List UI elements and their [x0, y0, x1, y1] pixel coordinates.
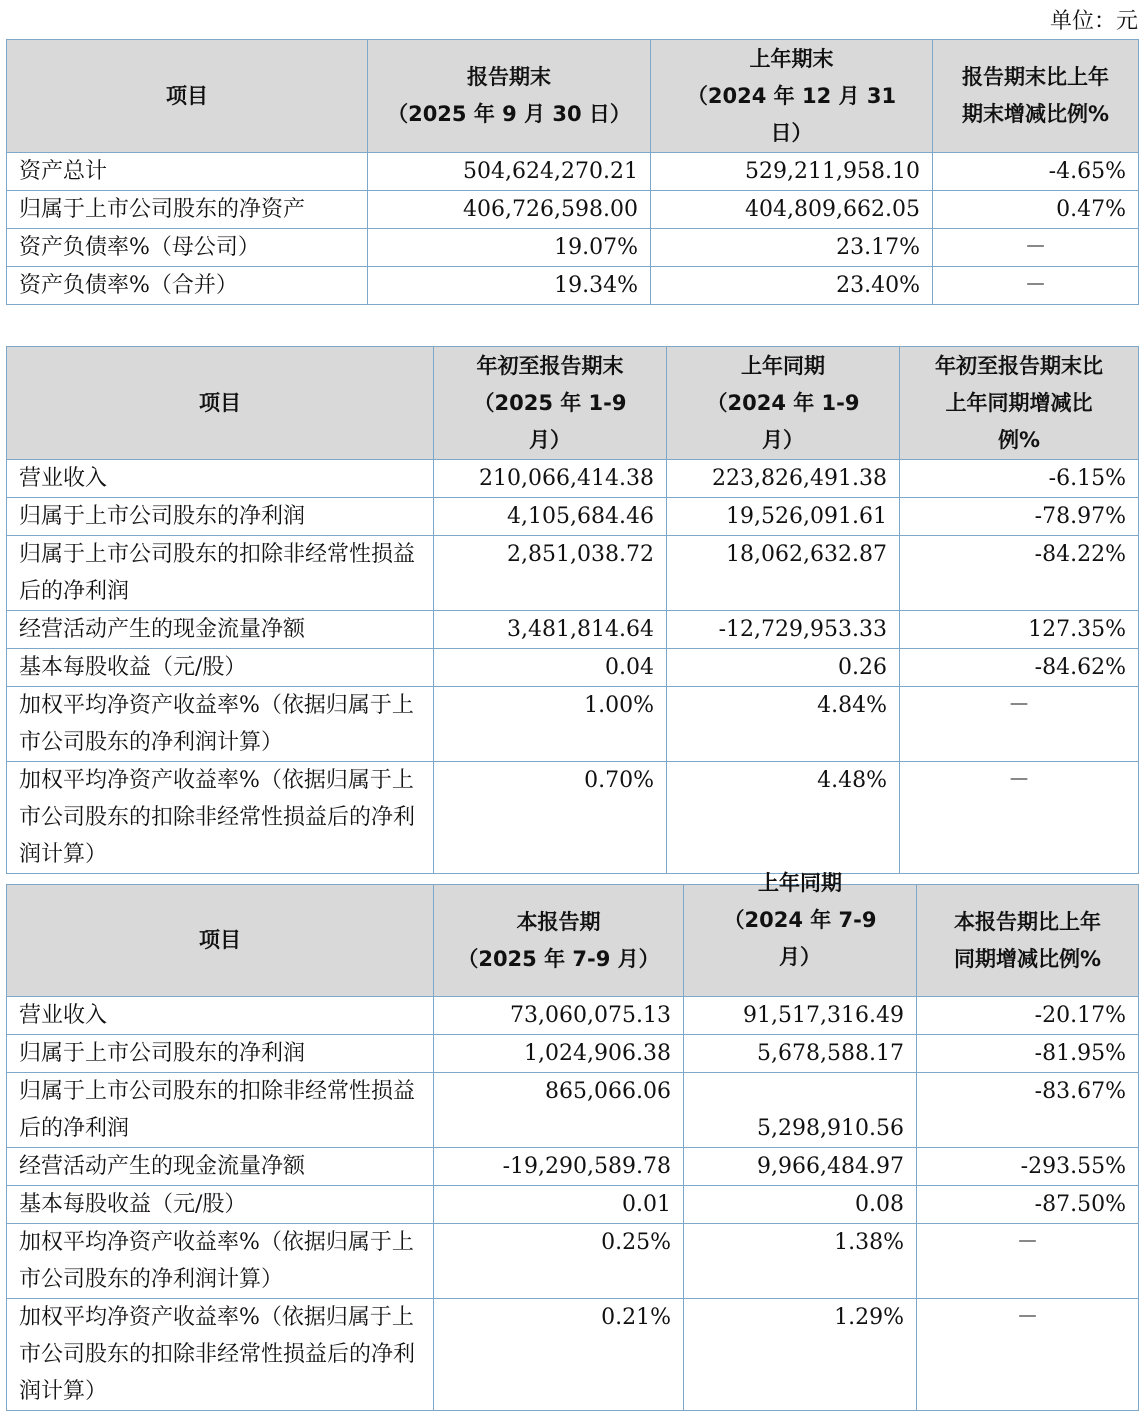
quarter-income-table [6, 871, 1139, 1411]
ytd-income-table [6, 346, 1139, 874]
cell-value: 529,211,958.10 [651, 153, 933, 191]
cell-value: 5,298,910.56 [684, 1073, 917, 1148]
row-label: 资产总计 [7, 153, 368, 191]
cell-value: 23.17% [651, 229, 933, 267]
cell-value: 73,060,075.13 [434, 997, 684, 1035]
cell-change: -84.22% [900, 536, 1139, 611]
table-row [7, 267, 1139, 305]
cell-value: 4.48% [667, 762, 900, 874]
header-item: 项目 [7, 885, 434, 997]
cell-value: 18,062,632.87 [667, 536, 900, 611]
table-row [7, 611, 1139, 649]
header-prior-ytd: 上年同期 （2024 年 1-9 月） [667, 347, 900, 460]
table-header-row [7, 347, 1139, 460]
row-label: 归属于上市公司股东的净资产 [7, 191, 368, 229]
header-item: 项目 [7, 40, 368, 153]
table-header-row [7, 40, 1139, 153]
row-label: 资产负债率%（合并） [7, 267, 368, 305]
cell-change: -20.17% [917, 997, 1139, 1035]
cell-value: 1.29% [684, 1299, 917, 1411]
cell-change: － [900, 762, 1139, 874]
cell-value: -12,729,953.33 [667, 611, 900, 649]
cell-value: 4.84% [667, 687, 900, 762]
cell-value: 5,678,588.17 [684, 1035, 917, 1073]
table-row [7, 1073, 1139, 1148]
cell-value: 1,024,906.38 [434, 1035, 684, 1073]
row-label: 加权平均净资产收益率%（依据归属于上市公司股东的净利润计算） [7, 687, 434, 762]
table-row [7, 1299, 1139, 1411]
table-row [7, 997, 1139, 1035]
cell-value: 19,526,091.61 [667, 498, 900, 536]
cell-value: 210,066,414.38 [434, 460, 667, 498]
cell-change: -78.97% [900, 498, 1139, 536]
row-label: 归属于上市公司股东的净利润 [7, 498, 434, 536]
table-row [7, 762, 1139, 874]
header-current-quarter: 本报告期 （2025 年 7-9 月） [434, 885, 684, 997]
unit-label: 单位：元 [1049, 9, 1138, 34]
row-label: 基本每股收益（元/股） [7, 649, 434, 687]
row-label: 经营活动产生的现金流量净额 [7, 611, 434, 649]
cell-value: 9,966,484.97 [684, 1148, 917, 1186]
row-label: 经营活动产生的现金流量净额 [7, 1148, 434, 1186]
row-label: 加权平均净资产收益率%（依据归属于上市公司股东的扣除非经常性损益后的净利润计算） [7, 1299, 434, 1411]
table-row [7, 1186, 1139, 1224]
table-row [7, 191, 1139, 229]
table-header-row [7, 885, 1139, 997]
row-label: 加权平均净资产收益率%（依据归属于上市公司股东的净利润计算） [7, 1224, 434, 1299]
cell-value: 4,105,684.46 [434, 498, 667, 536]
header-period-end: 报告期末 （2025 年 9 月 30 日） [368, 40, 651, 153]
cell-change: -83.67% [917, 1073, 1139, 1148]
cell-value: 1.00% [434, 687, 667, 762]
cell-value: 19.07% [368, 229, 651, 267]
cell-change: － [917, 1224, 1139, 1299]
header-item: 项目 [7, 347, 434, 460]
table-row [7, 1224, 1139, 1299]
header-ytd: 年初至报告期末 （2025 年 1-9 月） [434, 347, 667, 460]
cell-value: 2,851,038.72 [434, 536, 667, 611]
cell-value: 0.70% [434, 762, 667, 874]
table-row [7, 229, 1139, 267]
header-prior-quarter: 上年同期 （2024 年 7-9 月） [684, 885, 917, 997]
cell-change: － [917, 1299, 1139, 1411]
cell-value: 3,481,814.64 [434, 611, 667, 649]
header-prior-year-end: 上年期末 （2024 年 12 月 31 日） [651, 40, 933, 153]
table-row [7, 1148, 1139, 1186]
row-label: 资产负债率%（母公司） [7, 229, 368, 267]
table-row [7, 498, 1139, 536]
cell-change: － [933, 229, 1139, 267]
cell-value: 1.38% [684, 1224, 917, 1299]
cell-value: 91,517,316.49 [684, 997, 917, 1035]
row-label: 归属于上市公司股东的扣除非经常性损益后的净利润 [7, 1073, 434, 1148]
cell-value: 865,066.06 [434, 1073, 684, 1148]
cell-value: 406,726,598.00 [368, 191, 651, 229]
table-row [7, 536, 1139, 611]
table-row [7, 460, 1139, 498]
cell-change: 127.35% [900, 611, 1139, 649]
cell-value: 0.04 [434, 649, 667, 687]
balance-sheet-table [6, 39, 1139, 305]
cell-value: 404,809,662.05 [651, 191, 933, 229]
row-label: 基本每股收益（元/股） [7, 1186, 434, 1224]
table-row [7, 649, 1139, 687]
cell-value: 0.21% [434, 1299, 684, 1411]
cell-change: -84.62% [900, 649, 1139, 687]
row-label: 营业收入 [7, 460, 434, 498]
cell-value: 23.40% [651, 267, 933, 305]
row-label: 归属于上市公司股东的净利润 [7, 1035, 434, 1073]
table-row [7, 153, 1139, 191]
row-label: 营业收入 [7, 997, 434, 1035]
table-row [7, 1035, 1139, 1073]
table-row [7, 687, 1139, 762]
row-label: 归属于上市公司股东的扣除非经常性损益后的净利润 [7, 536, 434, 611]
header-change-pct: 本报告期比上年 同期增减比例% [917, 885, 1139, 997]
cell-change: -293.55% [917, 1148, 1139, 1186]
cell-value: 504,624,270.21 [368, 153, 651, 191]
cell-change: -81.95% [917, 1035, 1139, 1073]
header-change-pct: 报告期末比上年 期末增减比例% [933, 40, 1139, 153]
cell-value: 223,826,491.38 [667, 460, 900, 498]
cell-value: -19,290,589.78 [434, 1148, 684, 1186]
cell-value: 0.01 [434, 1186, 684, 1224]
cell-value: 0.26 [667, 649, 900, 687]
cell-change: -6.15% [900, 460, 1139, 498]
cell-change: － [900, 687, 1139, 762]
cell-change: － [933, 267, 1139, 305]
header-change-pct: 年初至报告期末比 上年同期增减比 例% [900, 347, 1139, 460]
cell-value: 19.34% [368, 267, 651, 305]
cell-value: 0.25% [434, 1224, 684, 1299]
cell-change: 0.47% [933, 191, 1139, 229]
cell-value: 0.08 [684, 1186, 917, 1224]
row-label: 加权平均净资产收益率%（依据归属于上市公司股东的扣除非经常性损益后的净利润计算） [7, 762, 434, 874]
cell-change: -4.65% [933, 153, 1139, 191]
cell-change: -87.50% [917, 1186, 1139, 1224]
